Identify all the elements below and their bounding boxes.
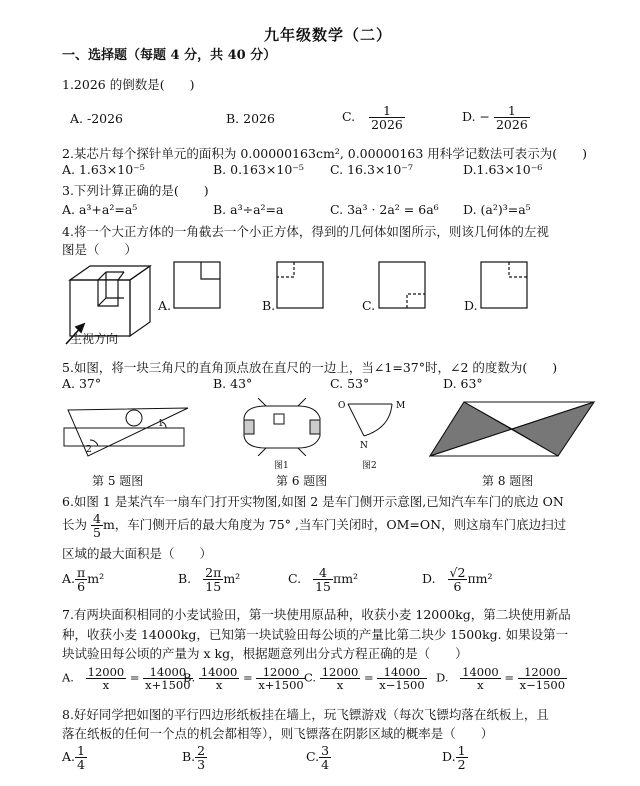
q8-option-c: C. $\frac{3}{4}$ bbox=[306, 743, 330, 773]
q7-stem-line2: 种，收获小麦 14000kg，已知第一块试验田每公顷的产量比第二块少 1500kg. 如果设第一 bbox=[62, 627, 569, 642]
q6-option-b: B. $\frac{2\pi}{15}$ m² bbox=[178, 565, 241, 595]
q2-option-c: C. 16.3×10⁻⁷ bbox=[330, 162, 413, 177]
point-N: N bbox=[360, 441, 368, 451]
q1-stem: 1.2026 的倒数是( ) bbox=[62, 77, 195, 92]
caption-figure-6: 第 6 题图 bbox=[276, 474, 328, 488]
q4-option-c-view bbox=[378, 261, 426, 309]
q4-option-c-label: C. bbox=[362, 298, 376, 313]
angle-2-label: 2 bbox=[86, 445, 92, 455]
q7-option-a: A. $\frac{12000}{x}$ = $\frac{14000}{x+1500}$ bbox=[62, 665, 191, 693]
figure-6-door-diagram bbox=[334, 398, 414, 456]
q3-option-c: C. 3a³ · 2a² = 6a⁶ bbox=[330, 202, 439, 217]
q4-option-b-label: B. bbox=[262, 298, 276, 313]
q3-option-d: D. (a²)³=a⁵ bbox=[463, 202, 531, 217]
q8-option-b: B. $\frac{2}{3}$ bbox=[182, 743, 206, 773]
q6-stem-line3: 区域的最大面积是（ ） bbox=[62, 546, 213, 561]
q6-option-d: D. $\frac{√2}{6}$ πm² bbox=[422, 565, 493, 595]
q3-stem: 3.下列计算正确的是( ) bbox=[62, 183, 209, 198]
q1-option-b: B. 2026 bbox=[226, 111, 275, 126]
figure-6-car-top-view bbox=[236, 398, 326, 456]
caption-figure-5: 第 5 题图 bbox=[92, 474, 144, 488]
q8-stem-line2: 落在纸板的任何一个点的机会都相等），则飞镖落在阴影区域的概率是（ ） bbox=[62, 726, 494, 741]
q5-option-c: C. 53° bbox=[330, 376, 370, 391]
q3-option-a: A. a³+a²=a⁵ bbox=[62, 202, 138, 217]
q4-option-a-label: A. bbox=[158, 298, 172, 313]
q5-option-d: D. 63° bbox=[443, 376, 483, 391]
q4-option-b-view bbox=[276, 261, 324, 309]
q1-option-d: D. − $\frac{1}{2026}$ bbox=[462, 103, 528, 133]
q3-option-b: B. a³÷a²=a bbox=[213, 202, 284, 217]
q1-option-a: A. -2026 bbox=[70, 111, 124, 126]
q7-option-b: B. $\frac{14000}{x}$ = $\frac{12000}{x+1500}$ bbox=[183, 665, 304, 693]
q5-stem: 5.如图，将一块三角尺的直角顶点放在直尺的一边上，当∠1=37°时，∠2 的度数为( ) bbox=[62, 360, 558, 375]
q8-stem-line1: 8.好好同学把如图的平行四边形纸板挂在墙上，玩飞镖游戏（每次飞镖均落在纸板上，且 bbox=[62, 707, 549, 722]
q1-option-c: C. $\frac{1}{2026}$ bbox=[342, 103, 403, 133]
q2-option-b: B. 0.163×10⁻⁵ bbox=[213, 162, 304, 177]
figure-5-ruler-triangle bbox=[62, 398, 192, 464]
q2-option-d: D.1.63×10⁻⁶ bbox=[463, 162, 543, 177]
q4-option-d-label: D. bbox=[464, 298, 478, 313]
point-M: M bbox=[396, 401, 406, 411]
q8-option-a: A. $\frac{1}{4}$ bbox=[62, 743, 85, 773]
angle-1-label: 1 bbox=[158, 419, 164, 429]
q7-stem-line3: 块试验田每公顷的产量为 x kg，根据题意列出分式方程正确的是（ ） bbox=[62, 646, 468, 661]
view-direction-label: 主视方向 bbox=[70, 332, 119, 346]
q4-option-a-view bbox=[173, 261, 221, 309]
q6-option-c: C. $\frac{4}{15}$ πm² bbox=[288, 565, 359, 595]
q4-stem-line1: 4.将一个大正方体的一角截去一个小正方体，得到的几何体如图所示，则该几何体的左视 bbox=[62, 224, 549, 239]
figure-8-parallelogram bbox=[428, 398, 596, 460]
page-title: 九年级数学（二） bbox=[264, 26, 393, 44]
q6-option-a: A. $\frac{\pi}{6}$ m² bbox=[62, 565, 105, 595]
q7-stem-line1: 7.有两块面积相同的小麦试验田，第一块使用原品种，收获小麦 12000kg，第二块使用新品 bbox=[62, 607, 571, 622]
figure-6-label-1: 图1 bbox=[274, 461, 289, 471]
q6-stem-line2: 长为 $\frac{4}{5}$ m，车门侧开后的最大角度为 75° ,当车门关闭时，OM=ON，则这扇车门底边扫过 bbox=[62, 511, 567, 541]
caption-figure-8: 第 8 题图 bbox=[482, 474, 534, 488]
q2-stem: 2.某芯片每个探针单元的面积为 0.00000163cm², 0.00000163 用科学记数法可表示为( ) bbox=[62, 146, 588, 161]
q5-option-a: A. 37° bbox=[62, 376, 102, 391]
q2-option-a: A. 1.63×10⁻⁵ bbox=[62, 162, 145, 177]
q5-option-b: B. 43° bbox=[213, 376, 253, 391]
point-O: O bbox=[338, 401, 346, 411]
q7-option-c: C. $\frac{12000}{x}$ = $\frac{14000}{x-1500}$ bbox=[304, 665, 425, 693]
section-heading: 一、选择题（每题 4 分，共 40 分） bbox=[62, 48, 277, 63]
q8-option-d: D. $\frac{1}{2}$ bbox=[442, 743, 466, 773]
q4-stem-line2: 图是（ ） bbox=[62, 242, 138, 257]
q4-option-d-view bbox=[480, 261, 528, 309]
q6-stem-line1: 6.如图 1 是某汽车一扇车门打开实物图,如图 2 是车门侧开示意图,已知汽车车门的底边 ON bbox=[62, 494, 564, 509]
q7-option-d: D. $\frac{14000}{x}$ = $\frac{12000}{x-1500}$ bbox=[436, 665, 566, 693]
figure-6-label-2: 图2 bbox=[362, 461, 377, 471]
